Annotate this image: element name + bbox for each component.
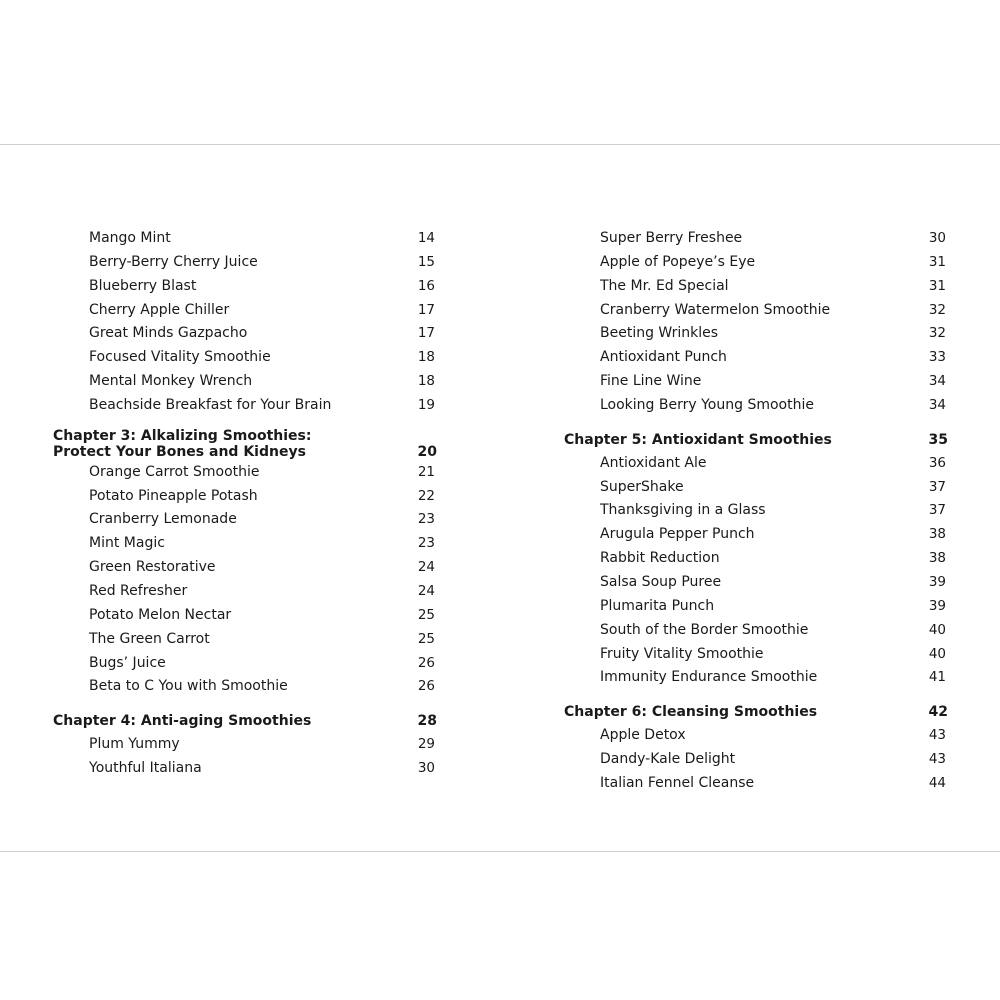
toc-entry bbox=[564, 452, 948, 476]
toc-entry-page-number: 23 bbox=[417, 511, 435, 528]
toc-entry bbox=[564, 275, 948, 299]
toc-entry bbox=[564, 322, 948, 346]
toc-entry-title: Salsa Soup Puree bbox=[600, 573, 722, 590]
toc-entry-page-number: 30 bbox=[928, 230, 946, 246]
toc-entry bbox=[564, 499, 948, 523]
toc-entry-page-number: 40 bbox=[928, 621, 946, 638]
toc-entry-title: Thanksgiving in a Glass bbox=[600, 502, 766, 519]
toc-entry bbox=[564, 394, 948, 418]
toc-entry-title: Beeting Wrinkles bbox=[600, 325, 719, 342]
toc-entry-page-number: 38 bbox=[928, 550, 946, 567]
toc-entry-page-number: 29 bbox=[417, 736, 435, 753]
toc-entry bbox=[53, 322, 437, 346]
chapter-page-number: 42 bbox=[928, 704, 948, 721]
toc-entry-title: Looking Berry Young Smoothie bbox=[600, 396, 814, 413]
toc-entry-title: Rabbit Reduction bbox=[600, 550, 720, 567]
toc-entry-page-number: 24 bbox=[417, 582, 435, 599]
toc-entry bbox=[564, 571, 948, 595]
toc-entry-title: Berry-Berry Cherry Juice bbox=[89, 253, 258, 270]
toc-entry-page-number: 19 bbox=[417, 396, 435, 413]
toc-entry bbox=[53, 675, 437, 699]
toc-entry bbox=[53, 556, 437, 580]
toc-entry-page-number: 37 bbox=[928, 478, 946, 495]
toc-entry-title: Mental Monkey Wrench bbox=[89, 373, 253, 390]
toc-group bbox=[564, 227, 948, 418]
toc-entry-title: Plum Yummy bbox=[89, 736, 180, 753]
toc-entry bbox=[53, 275, 437, 299]
toc-entry bbox=[564, 619, 948, 643]
toc-entry-page-number: 25 bbox=[417, 630, 435, 647]
toc-entry bbox=[564, 523, 948, 547]
toc-entry-page-number: 31 bbox=[928, 277, 946, 294]
toc-entry-page-number: 36 bbox=[928, 454, 946, 471]
toc-entry-page-number: 39 bbox=[928, 597, 946, 614]
toc-entry bbox=[564, 595, 948, 619]
toc-entry bbox=[53, 604, 437, 628]
toc-entry-title: Arugula Pepper Punch bbox=[600, 526, 755, 543]
toc-entry-page-number: 26 bbox=[417, 654, 435, 671]
toc-entry bbox=[53, 346, 437, 370]
chapter-title-line: Protect Your Bones and Kidneys bbox=[53, 444, 306, 461]
toc-entry-title: Mint Magic bbox=[89, 535, 165, 552]
toc-entry-page-number: 25 bbox=[417, 606, 435, 623]
toc-entry bbox=[53, 227, 437, 251]
toc-entry-page-number: 18 bbox=[417, 349, 435, 366]
toc-entry-title: Great Minds Gazpacho bbox=[89, 325, 248, 342]
toc-entry-page-number: 34 bbox=[928, 373, 946, 390]
toc-entry-page-number: 43 bbox=[928, 751, 946, 768]
toc-entry bbox=[564, 370, 948, 394]
toc-group bbox=[564, 724, 948, 796]
toc-entry bbox=[564, 724, 948, 748]
toc-entry bbox=[53, 251, 437, 275]
toc-entry bbox=[53, 394, 437, 418]
toc-entry-title: Cherry Apple Chiller bbox=[89, 301, 230, 318]
toc-entry-page-number: 14 bbox=[417, 230, 435, 246]
toc-entry-page-number: 17 bbox=[417, 325, 435, 342]
toc-entry-page-number: 39 bbox=[928, 573, 946, 590]
toc-entry bbox=[53, 652, 437, 676]
toc-group bbox=[53, 227, 437, 418]
toc-entry-title: SuperShake bbox=[600, 478, 684, 495]
toc-entry-title: Dandy-Kale Delight bbox=[600, 751, 736, 768]
toc-entry bbox=[53, 532, 437, 556]
toc-entry bbox=[53, 757, 437, 781]
toc-entry-title: Potato Pineapple Potash bbox=[89, 487, 258, 504]
toc-entry-page-number: 26 bbox=[417, 678, 435, 695]
toc-entry-page-number: 33 bbox=[928, 349, 946, 366]
chapter-title: Chapter 4: Anti-aging Smoothies bbox=[53, 713, 312, 730]
toc-entry bbox=[564, 299, 948, 323]
toc-entry-title: Apple Detox bbox=[600, 727, 686, 744]
toc-entry-title: Antioxidant Punch bbox=[600, 349, 727, 366]
toc-entry-title: Plumarita Punch bbox=[600, 597, 715, 614]
toc-entry-page-number: 15 bbox=[417, 253, 435, 270]
chapter-heading bbox=[53, 428, 437, 461]
chapter-page-number: 28 bbox=[417, 713, 437, 730]
toc-entry bbox=[53, 733, 437, 757]
toc-entry-title: Red Refresher bbox=[89, 582, 188, 599]
chapter-heading bbox=[53, 709, 437, 733]
toc-entry-title: Beta to C You with Smoothie bbox=[89, 678, 288, 695]
toc-entry-page-number: 40 bbox=[928, 645, 946, 662]
toc-entry-title: Super Berry Freshee bbox=[600, 230, 743, 246]
toc-entry bbox=[564, 666, 948, 690]
toc-entry-title: Orange Carrot Smoothie bbox=[89, 463, 260, 480]
toc-entry-page-number: 32 bbox=[928, 301, 946, 318]
chapter-title bbox=[53, 428, 383, 461]
toc-entry bbox=[564, 476, 948, 500]
toc-entry-page-number: 37 bbox=[928, 502, 946, 519]
toc-group bbox=[53, 461, 437, 699]
toc-entry bbox=[53, 580, 437, 604]
toc-entry-page-number: 24 bbox=[417, 559, 435, 576]
chapter-page-number: 20 bbox=[417, 444, 437, 461]
toc-entry-title: The Green Carrot bbox=[89, 630, 210, 647]
right-page-toc bbox=[564, 227, 948, 796]
chapter-heading bbox=[564, 428, 948, 452]
toc-entry-title: Cranberry Lemonade bbox=[89, 511, 237, 528]
toc-entry bbox=[53, 461, 437, 485]
toc-entry bbox=[53, 628, 437, 652]
toc-group bbox=[564, 452, 948, 690]
chapter-heading bbox=[564, 700, 948, 724]
chapter-title-line: Chapter 3: Alkalizing Smoothies: bbox=[53, 427, 312, 444]
chapter-page-number: 35 bbox=[928, 431, 948, 448]
toc-entry-title: Cranberry Watermelon Smoothie bbox=[600, 301, 831, 318]
toc-entry-title: Fine Line Wine bbox=[600, 373, 702, 390]
toc-entry-title: Focused Vitality Smoothie bbox=[89, 349, 271, 366]
toc-entry bbox=[564, 748, 948, 772]
toc-entry-page-number: 22 bbox=[417, 487, 435, 504]
toc-entry-title: The Mr. Ed Special bbox=[600, 277, 729, 294]
book-spread bbox=[0, 144, 1000, 852]
toc-entry-title: Immunity Endurance Smoothie bbox=[600, 669, 818, 686]
toc-entry-page-number: 30 bbox=[417, 760, 435, 777]
toc-entry-page-number: 34 bbox=[928, 396, 946, 413]
chapter-title: Chapter 5: Antioxidant Smoothies bbox=[564, 431, 832, 448]
toc-entry-page-number: 21 bbox=[417, 463, 435, 480]
toc-entry bbox=[53, 485, 437, 509]
toc-entry-title: Apple of Popeye’s Eye bbox=[600, 253, 756, 270]
left-page-toc bbox=[53, 227, 437, 781]
toc-entry bbox=[564, 547, 948, 571]
toc-entry-title: South of the Border Smoothie bbox=[600, 621, 809, 638]
toc-entry-title: Beachside Breakfast for Your Brain bbox=[89, 396, 332, 413]
toc-entry-page-number: 16 bbox=[417, 277, 435, 294]
toc-entry-page-number: 18 bbox=[417, 373, 435, 390]
toc-entry bbox=[53, 299, 437, 323]
toc-entry-page-number: 23 bbox=[417, 535, 435, 552]
toc-entry bbox=[564, 772, 948, 796]
toc-entry-page-number: 43 bbox=[928, 727, 946, 744]
toc-entry-title: Blueberry Blast bbox=[89, 277, 197, 294]
toc-entry-title: Fruity Vitality Smoothie bbox=[600, 645, 764, 662]
toc-entry bbox=[53, 370, 437, 394]
toc-entry-title: Mango Mint bbox=[89, 230, 171, 246]
toc-entry-page-number: 32 bbox=[928, 325, 946, 342]
toc-group bbox=[53, 733, 437, 781]
chapter-title: Chapter 6: Cleansing Smoothies bbox=[564, 704, 818, 721]
toc-entry-page-number: 44 bbox=[928, 774, 946, 791]
toc-entry-title: Youthful Italiana bbox=[89, 760, 202, 777]
toc-entry-page-number: 17 bbox=[417, 301, 435, 318]
toc-entry bbox=[564, 346, 948, 370]
toc-entry bbox=[564, 251, 948, 275]
toc-entry-page-number: 38 bbox=[928, 526, 946, 543]
toc-entry bbox=[564, 227, 948, 251]
toc-entry-page-number: 31 bbox=[928, 253, 946, 270]
toc-entry bbox=[53, 508, 437, 532]
toc-entry-title: Antioxidant Ale bbox=[600, 454, 707, 471]
toc-entry-title: Potato Melon Nectar bbox=[89, 606, 232, 623]
toc-entry-title: Bugs’ Juice bbox=[89, 654, 166, 671]
toc-entry-title: Italian Fennel Cleanse bbox=[600, 774, 755, 791]
toc-entry bbox=[564, 643, 948, 667]
toc-entry-page-number: 41 bbox=[928, 669, 946, 686]
toc-entry-title: Green Restorative bbox=[89, 559, 216, 576]
